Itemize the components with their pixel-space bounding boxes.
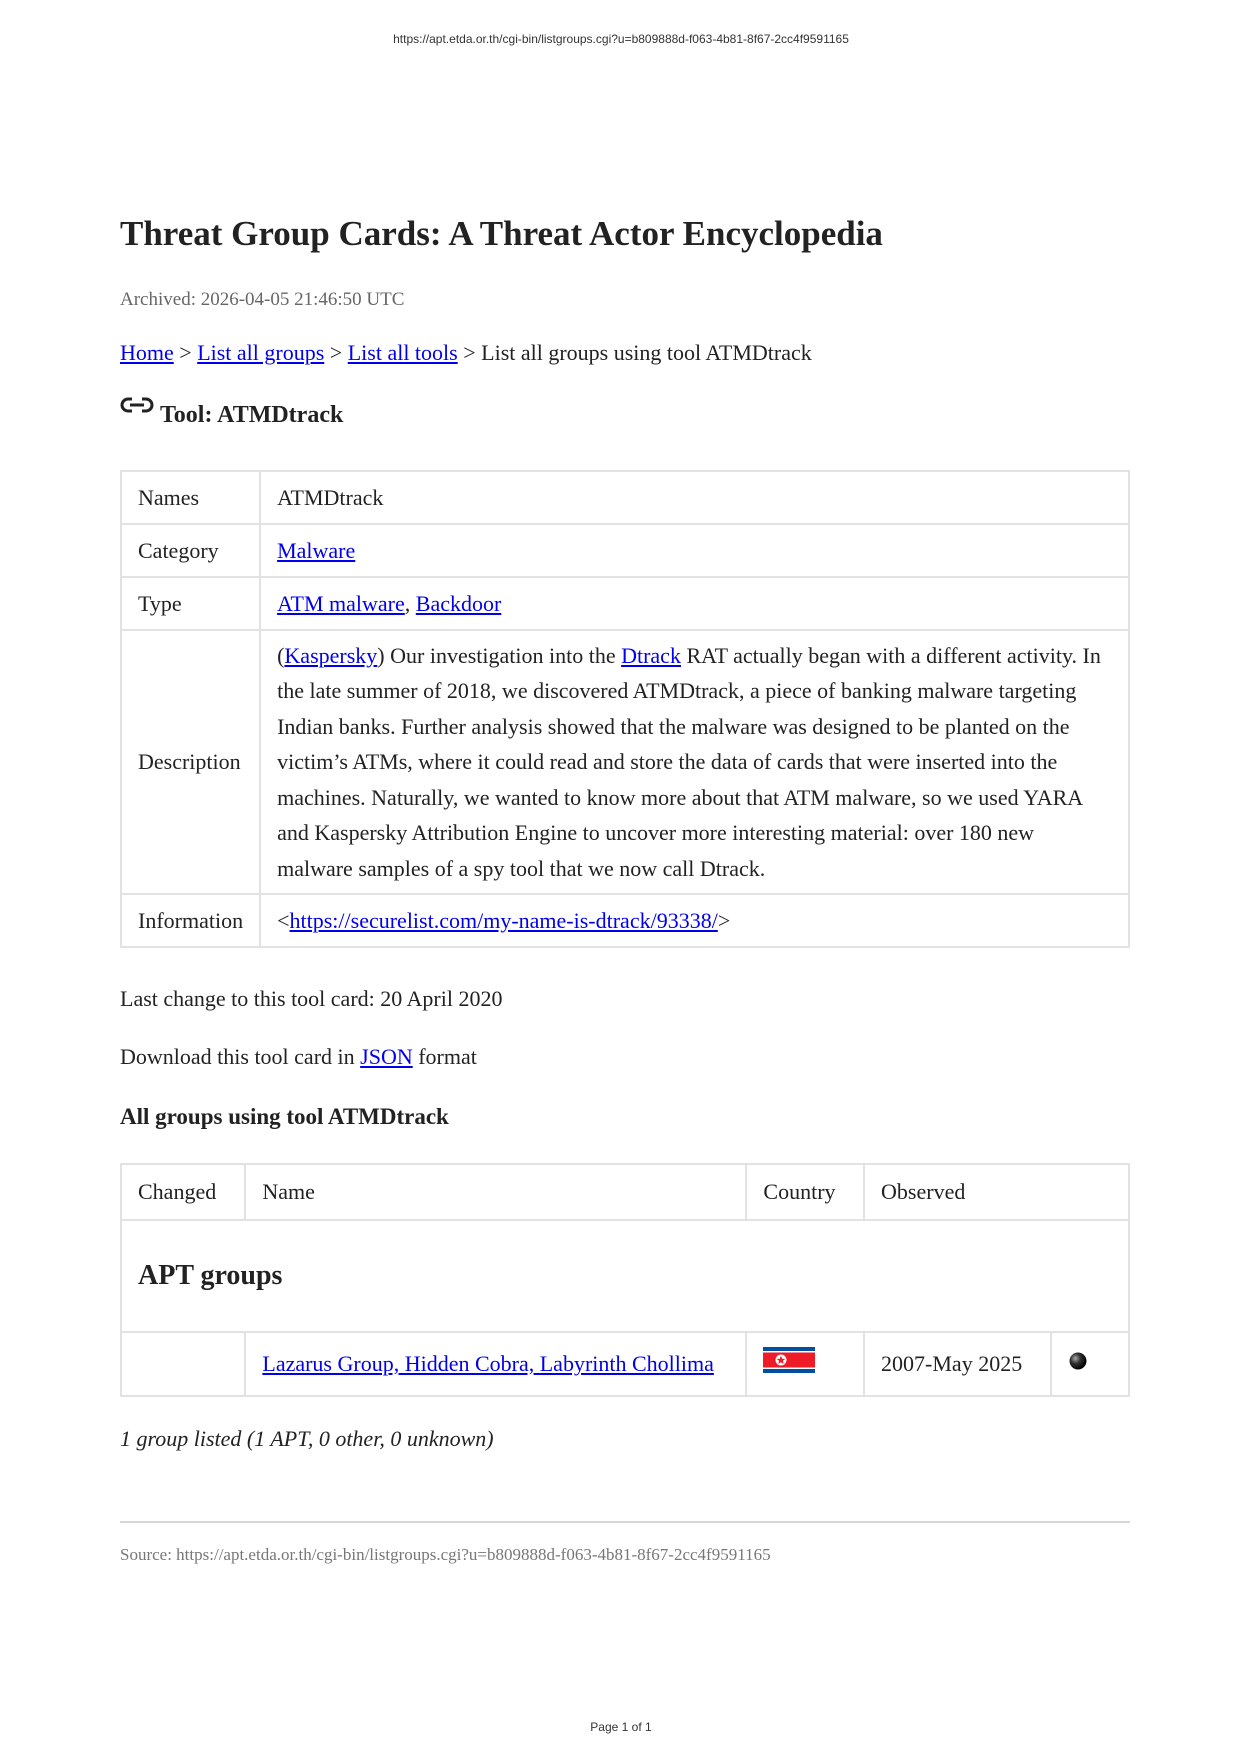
last-change-text: Last change to this tool card: 20 April 2020 <box>120 986 503 1011</box>
breadcrumb-separator: > <box>457 340 482 365</box>
cell-observed: 2007-May 2025 <box>864 1332 1051 1396</box>
breadcrumb-current: List all groups using tool ATMDtrack <box>481 340 812 365</box>
info-row-information <box>121 894 1129 947</box>
groups-header-row <box>121 1164 1129 1220</box>
header-observed: Observed <box>864 1164 1129 1220</box>
cell-country <box>746 1332 864 1396</box>
type-link-backdoor[interactable]: Backdoor <box>415 590 502 616</box>
print-header-url: https://apt.etda.or.th/cgi-bin/listgroups.cgi?u=b809888d-f063-4b81-8f67-2cc4f9591165 <box>393 32 849 46</box>
info-row-description <box>121 630 1129 894</box>
breadcrumb-separator: > <box>173 340 198 365</box>
download-before: Download this tool card in <box>120 1044 361 1069</box>
breadcrumb-groups-link[interactable]: List all groups <box>197 340 325 365</box>
json-link[interactable]: JSON <box>360 1044 413 1069</box>
archived-timestamp: Archived: 2026-04-05 21:46:50 UTC <box>120 289 405 310</box>
description-text <box>260 630 1129 894</box>
securelist-link[interactable]: https://securelist.com/my-name-is-dtrack/93338/ <box>289 907 718 933</box>
breadcrumb-home-link[interactable]: Home <box>120 340 174 365</box>
breadcrumb <box>120 340 812 366</box>
cell-name <box>245 1332 746 1396</box>
info-key: Description <box>121 630 260 894</box>
groups-heading: All groups using tool ATMDtrack <box>120 1104 449 1129</box>
breadcrumb-tools-link[interactable]: List all tools <box>347 340 458 365</box>
cell-status <box>1051 1332 1129 1396</box>
info-value <box>260 577 1129 630</box>
source-url: Source: https://apt.etda.or.th/cgi-bin/listgroups.cgi?u=b809888d-f063-4b81-8f67-2cc4f9591165 <box>120 1545 771 1564</box>
link-icon <box>120 396 154 416</box>
groups-summary: 1 group listed (1 APT, 0 other, 0 unknown) <box>120 1426 494 1451</box>
header-name: Name <box>245 1164 746 1220</box>
section-title: APT groups <box>121 1220 1129 1332</box>
download-text <box>120 1044 477 1070</box>
table-row <box>121 1332 1129 1396</box>
info-value <box>260 894 1129 947</box>
kaspersky-link[interactable]: Kaspersky <box>284 642 378 668</box>
info-row-category <box>121 524 1129 577</box>
page-title: Threat Group Cards: A Threat Actor Encyclopedia <box>120 214 883 253</box>
category-link[interactable]: Malware <box>277 537 356 563</box>
info-value: ATMDtrack <box>260 471 1129 524</box>
dtrack-link[interactable]: Dtrack <box>621 642 681 668</box>
download-after: format <box>412 1044 477 1069</box>
groups-table <box>120 1163 1130 1397</box>
info-key: Category <box>121 524 260 577</box>
desc-paren: ( <box>277 642 285 668</box>
north-korea-flag-icon <box>763 1347 815 1373</box>
print-footer-page-number: Page 1 of 1 <box>590 1720 652 1734</box>
header-country: Country <box>746 1164 864 1220</box>
type-link-atm-malware[interactable]: ATM malware <box>277 590 405 616</box>
tool-heading <box>120 402 343 429</box>
angle-close: > <box>717 907 731 933</box>
info-key: Names <box>121 471 260 524</box>
section-row <box>121 1220 1129 1332</box>
tool-info-table <box>120 470 1130 948</box>
info-key: Information <box>121 894 260 947</box>
desc-text-part: RAT actually began with a different activity. In the late summer of 2018, we discovered ATMDtrack, a piece of banking malware targeting Indian banks. Further analysis showed that the malware was designed to be planted on the victim’s ATMs, where it could read and store the data of cards that were inserted into the machines. Naturally, we wanted to know more about that ATM malware, so we used YARA and Kaspersky Attribution Engine to uncover more interesting material: over 180 new malware samples of a spy tool that we now call Dtrack. <box>277 642 1101 881</box>
breadcrumb-separator: > <box>324 340 348 365</box>
info-row-type <box>121 577 1129 630</box>
cell-changed <box>121 1332 245 1396</box>
group-link[interactable]: Lazarus Group, Hidden Cobra, Labyrinth Chollima <box>262 1351 714 1376</box>
type-separator: , <box>404 590 416 616</box>
angle-open: < <box>277 907 290 933</box>
footer-divider <box>120 1521 1130 1523</box>
info-row-names <box>121 471 1129 524</box>
info-value <box>260 524 1129 577</box>
info-key: Type <box>121 577 260 630</box>
header-changed: Changed <box>121 1164 245 1220</box>
black-circle-icon <box>1068 1351 1088 1371</box>
desc-text-part: ) Our investigation into the <box>377 642 622 668</box>
tool-heading-text: Tool: ATMDtrack <box>160 402 344 428</box>
